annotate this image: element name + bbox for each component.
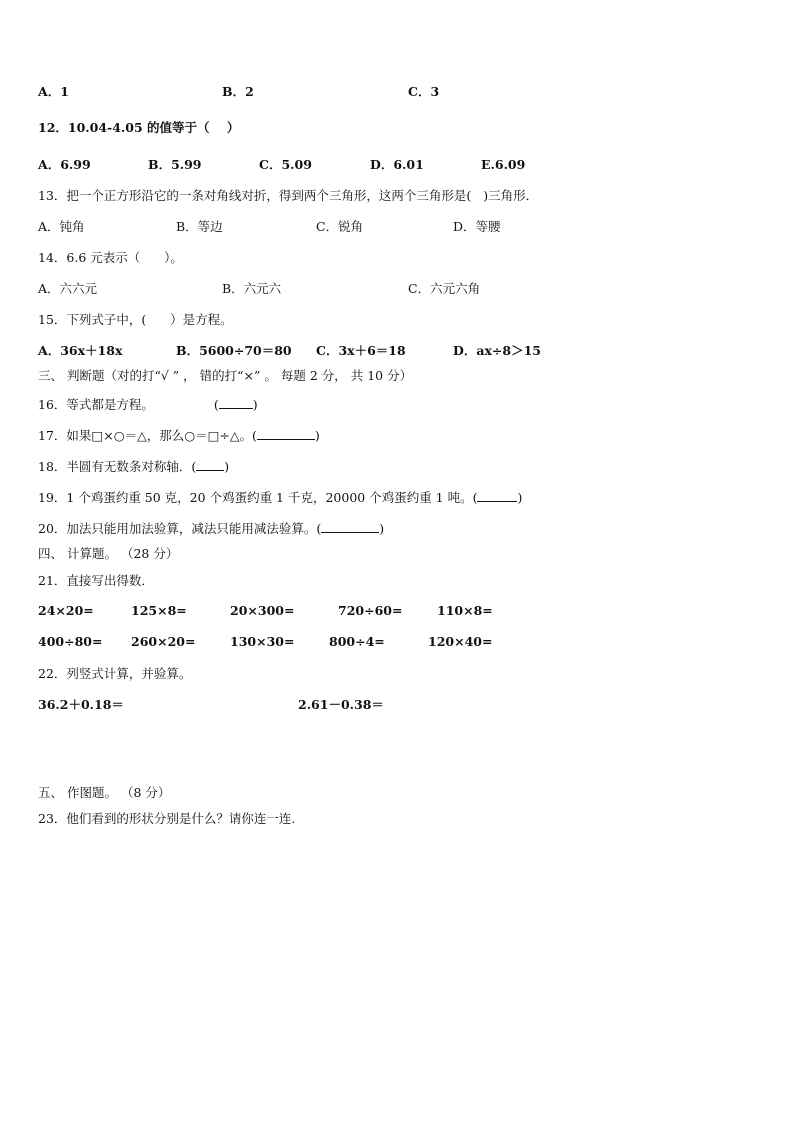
q17-answer-blank[interactable] (257, 427, 315, 440)
q21-row1-item: 720÷60= (338, 603, 403, 618)
section4-heading: 四、 计算题。 （28 分） (38, 546, 179, 561)
q19-stem: 19．1 个鸡蛋约重 50 克，20 个鸡蛋约重 1 千克，20000 个鸡蛋约重 1 吨。( (38, 490, 478, 505)
q12-option-a: A．6.99 (38, 157, 91, 172)
q20-stem: 20．加法只能用加法验算，减法只能用减法验算。( (38, 521, 322, 536)
q16-paren-open: ( (213, 397, 219, 412)
q21-row1-item: 24×20= (38, 603, 94, 618)
q12-stem: 12．10.04-4.05 的值等于（ ） (38, 120, 240, 135)
q12-option-e: E.6.09 (481, 157, 526, 172)
q13-option-b: B．等边 (176, 219, 223, 234)
q13-option-c: C．锐角 (316, 219, 364, 234)
section3-heading: 三、 判断题（对的打“√ ” ， 错的打“×” 。 每题 2 分， 共 10 分） (38, 368, 413, 383)
q16-text (38, 396, 258, 413)
q11-option-a: A．1 (38, 84, 69, 99)
q21-row2-item: 130×30= (230, 634, 295, 649)
q15-option-a: A．36x＋18x (38, 343, 123, 358)
q14-option-b: B．六元六 (222, 281, 282, 296)
q14-stem: 14．6.6 元表示（ ）。 (38, 250, 183, 265)
q13-option-a: A．钝角 (38, 219, 85, 234)
q18-text (38, 458, 229, 475)
q21-row2-item: 800÷4= (329, 634, 385, 649)
q13-option-d: D．等腰 (453, 219, 501, 234)
q20-paren-close: ) (379, 521, 385, 536)
q13-stem: 13．把一个正方形沿它的一条对角线对折，得到两个三角形，这两个三角形是( )三角形． (38, 188, 539, 203)
q18-paren-close: ) (224, 459, 230, 474)
q17-stem: 17．如果□×○＝△，那么○＝□÷△。( (38, 428, 257, 443)
q11-option-b: B．2 (222, 84, 254, 99)
q12-option-d: D．6.01 (370, 157, 424, 172)
q21-row2-item: 120×40= (428, 634, 493, 649)
q18-stem: 18．半圆有无数条对称轴．( (38, 459, 197, 474)
q15-stem: 15．下列式子中，( ）是方程。 (38, 312, 233, 327)
q15-option-c: C．3x＋6＝18 (316, 343, 406, 358)
section5-heading: 五、 作图题。 （8 分） (38, 785, 171, 800)
q11-option-c: C．3 (408, 84, 440, 99)
q15-option-d: D．ax÷8＞15 (453, 343, 541, 358)
q21-stem: 21．直接写出得数． (38, 573, 154, 588)
q16-stem: 16．等式都是方程。 (38, 397, 154, 412)
q12-option-b: B．5.99 (148, 157, 202, 172)
q17-paren-close: ) (314, 428, 320, 443)
q14-option-a: A．六六元 (38, 281, 98, 296)
q19-text (38, 489, 522, 506)
q14-option-c: C．六元六角 (408, 281, 481, 296)
q20-text (38, 520, 384, 537)
q23-stem: 23．他们看到的形状分别是什么？请你连一连. (38, 811, 296, 826)
q12-option-c: C．5.09 (259, 157, 312, 172)
q22-stem: 22．列竖式计算，并验算。 (38, 666, 192, 681)
q19-paren-close: ) (517, 490, 523, 505)
q21-row2-item: 400÷80= (38, 634, 103, 649)
q22-item-1: 36.2＋0.18＝ (38, 697, 124, 712)
q21-row1-item: 110×8= (437, 603, 493, 618)
q18-answer-blank[interactable] (196, 458, 224, 471)
q19-answer-blank[interactable] (477, 489, 517, 502)
q21-row1-item: 20×300= (230, 603, 295, 618)
q22-item-2: 2.61－0.38＝ (298, 697, 384, 712)
q16-answer-blank[interactable] (219, 396, 253, 409)
q15-option-b: B．5600÷70＝80 (176, 343, 292, 358)
q20-answer-blank[interactable] (321, 520, 379, 533)
q17-text (38, 427, 320, 444)
q21-row1-item: 125×8= (131, 603, 187, 618)
q16-paren-close: ) (252, 397, 258, 412)
q21-row2-item: 260×20= (131, 634, 196, 649)
